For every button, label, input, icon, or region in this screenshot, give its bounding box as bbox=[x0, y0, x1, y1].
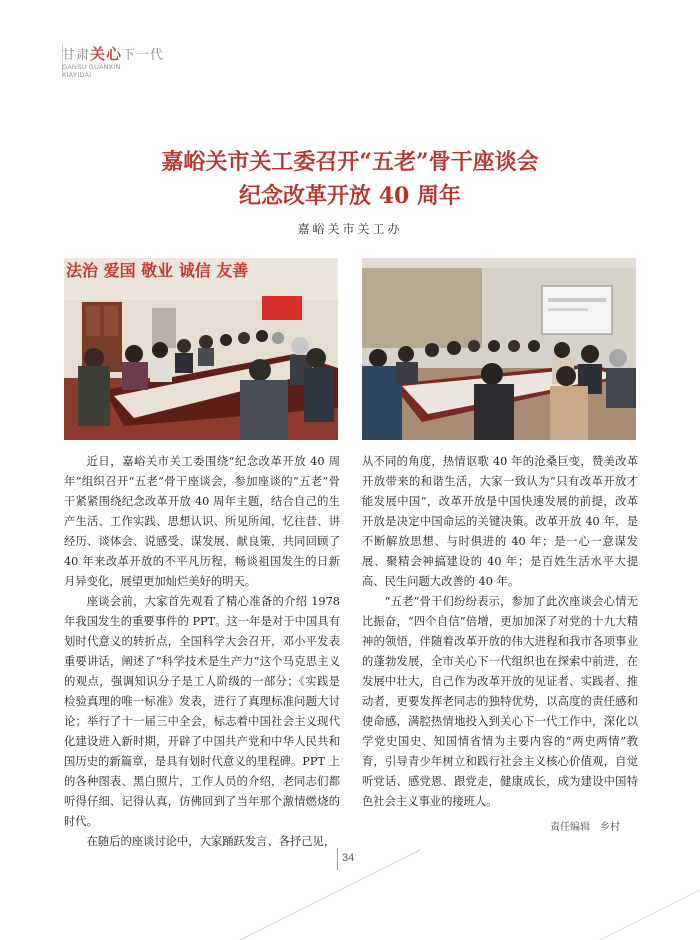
article-column-left bbox=[64, 452, 340, 852]
paragraph-3-continued: 从不同的角度，热情讴歌 40 年的沧桑巨变，赞美改革开放带来的和谐生活，大家一致认为“只有改革开放才能发展中国”，改革开放是中国快速发展的前提，改革开放是决定中国命运的关键决策。改革开放 40 年，是不断解放思想、与时俱进的 40 年；是一心一意谋发展、聚精会神搞建设的 40 年；是百姓生活水平大提高、民生问题大改善的 40 年。 bbox=[362, 455, 638, 588]
meeting-photo-right-image bbox=[362, 258, 636, 440]
logo-english-1: GANSU GUANXIN bbox=[62, 64, 121, 71]
logo-english-2: XIAYIDAI bbox=[62, 72, 92, 79]
magazine-logo bbox=[62, 46, 164, 80]
meeting-photo-left bbox=[64, 258, 338, 440]
meeting-photo-left-image bbox=[64, 258, 338, 440]
article-column-right bbox=[362, 452, 638, 812]
paragraph-1: 近日，嘉峪关市关工委围绕“纪念改革开放 40 周年”组织召开“五老”骨干座谈会，参加座谈的“五老”骨干紧紧围绕纪念改革开放 40 周年主题，结合自己的生产生活、工作实践、思想认识、所见所闻，忆往昔、讲经历、谈体会、说感受、谋发展、献良策，共同回顾了 40 年来改革开放的不平凡历程，畅谈祖国发生的日新月异变化，展望更加灿烂美好的明天。 bbox=[64, 455, 340, 588]
article-byline: 嘉峪关市关工办 bbox=[297, 222, 403, 236]
page-number: 34 bbox=[342, 852, 355, 864]
meeting-photo-right bbox=[362, 258, 636, 440]
page-number-divider bbox=[337, 848, 338, 870]
paragraph-4: “五老”骨干们纷纷表示，参加了此次座谈会心情无比振奋，“四个自信”倍增，更加加深了对党的十九大精神的领悟，伴随着改革开放的伟大进程和我市各项事业的蓬勃发展，全市关心下一代组织也在探索中前进，在发展中壮大，自己作为改革开放的见证者、实践者、推动者，更要发挥老同志的独特优势，以高度的责任感和使命感，满腔热情地投入到关心下一代工作中，深化以学党史国史、知国情省情为主要内容的“两史两情”教育，引导青少年树立和践行社会主义核心价值观，自觉听党话、感党恩、跟党走，健康成长，成为建设中国特色社会主义事业的接班人。 bbox=[362, 595, 638, 808]
paragraph-3: 在随后的座谈讨论中，大家踊跃发言、各抒己见， bbox=[86, 835, 336, 848]
logo-prefix: 甘肃 bbox=[62, 48, 91, 63]
logo-accent: 关心 bbox=[90, 45, 123, 63]
paragraph-2: 座谈会前，大家首先观看了精心准备的介绍 1978 年我国发生的重要事件的 PPT。这一年是对于中国具有划时代意义的转折点，全国科学大会召开，邓小平发表重要讲话，阐述了“科学技术是生产力”这个马克思主义的观点，强调知识分子是工人阶级的一部分；《实践是检验真理的唯一标准》发表，进行了真理标准问题大讨论；举行了十一届三中全会，标志着中国社会主义现代化建设进入新时期，开辟了中国共产党和中华人民共和国历史的新篇章，是具有划时代意义的里程碑。PPT 上的各种图表、黑白照片，工作人员的介绍，老同志们都听得仔细、记得认真，仿佛回到了当年那个激情燃烧的时代。 bbox=[64, 595, 340, 828]
logo-suffix: 下一代 bbox=[122, 48, 165, 63]
banner-text: 法治 爱国 敬业 诚信 友善 bbox=[66, 261, 249, 280]
article-title-line2: 纪念改革开放 40 周年 bbox=[239, 183, 461, 209]
responsible-editor: 责任编辑 乡村 bbox=[550, 822, 620, 833]
logo-chinese bbox=[62, 46, 164, 64]
article-title-line1: 嘉峪关市关工委召开“五老”骨干座谈会 bbox=[161, 149, 539, 175]
